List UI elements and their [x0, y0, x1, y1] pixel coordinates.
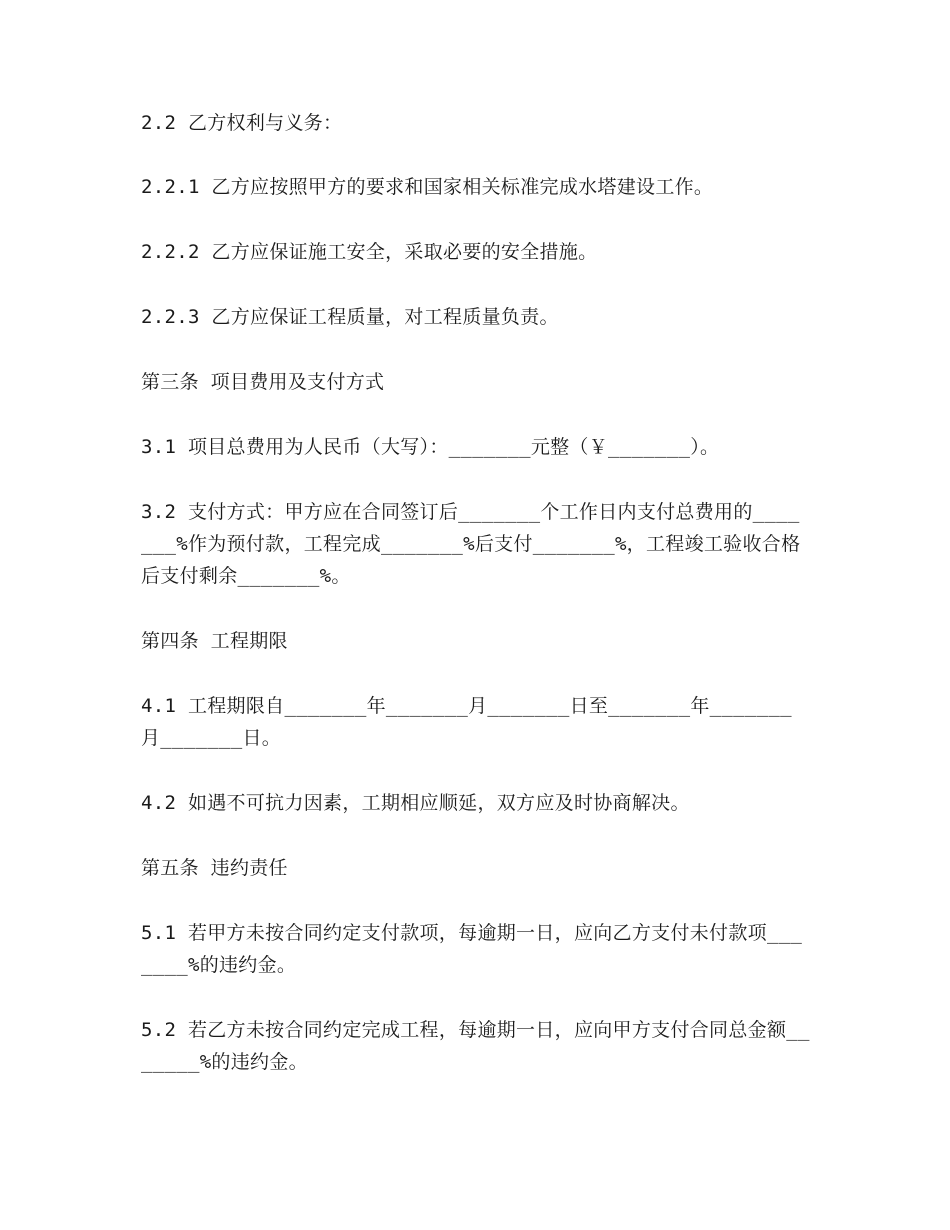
article-3-heading: 第三条 项目费用及支付方式: [141, 371, 385, 393]
clause-5-1: 5.1 若甲方未按合同约定支付款项，每逾期一日，应向乙方支付未付款项_______%的违约金。: [141, 922, 803, 976]
clause-2-2-title: 2.2 乙方权利与义务：: [141, 112, 343, 134]
clause-2-2-3: 2.2.3 乙方应保证工程质量，对工程质量负责。: [141, 306, 559, 328]
clause-5-2: 5.2 若乙方未按合同约定完成工程，每逾期一日，应向甲方支付合同总金额_______%的违约金。: [141, 1019, 810, 1073]
clause-3-2: 3.2 支付方式：甲方应在合同签订后_______个工作日内支付总费用的_______%作为预付款，工程完成_______%后支付_______%，工程竣工验收合格后支付剩余_______%。: [141, 501, 801, 587]
clause-2-2-2: 2.2.2 乙方应保证施工安全，采取必要的安全措施。: [141, 241, 598, 263]
clause-3-1: 3.1 项目总费用为人民币（大写）：_______元整（￥_______）。: [141, 436, 720, 458]
article-5-heading: 第五条 违约责任: [141, 857, 288, 879]
article-4-heading: 第四条 工程期限: [141, 630, 288, 652]
clause-4-1: 4.1 工程期限自_______年_______月_______日至_______年_______月_______日。: [141, 695, 792, 749]
clause-2-2-1: 2.2.1 乙方应按照甲方的要求和国家相关标准完成水塔建设工作。: [141, 176, 714, 198]
clause-4-2: 4.2 如遇不可抗力因素，工期相应顺延，双方应及时协商解决。: [141, 792, 690, 814]
